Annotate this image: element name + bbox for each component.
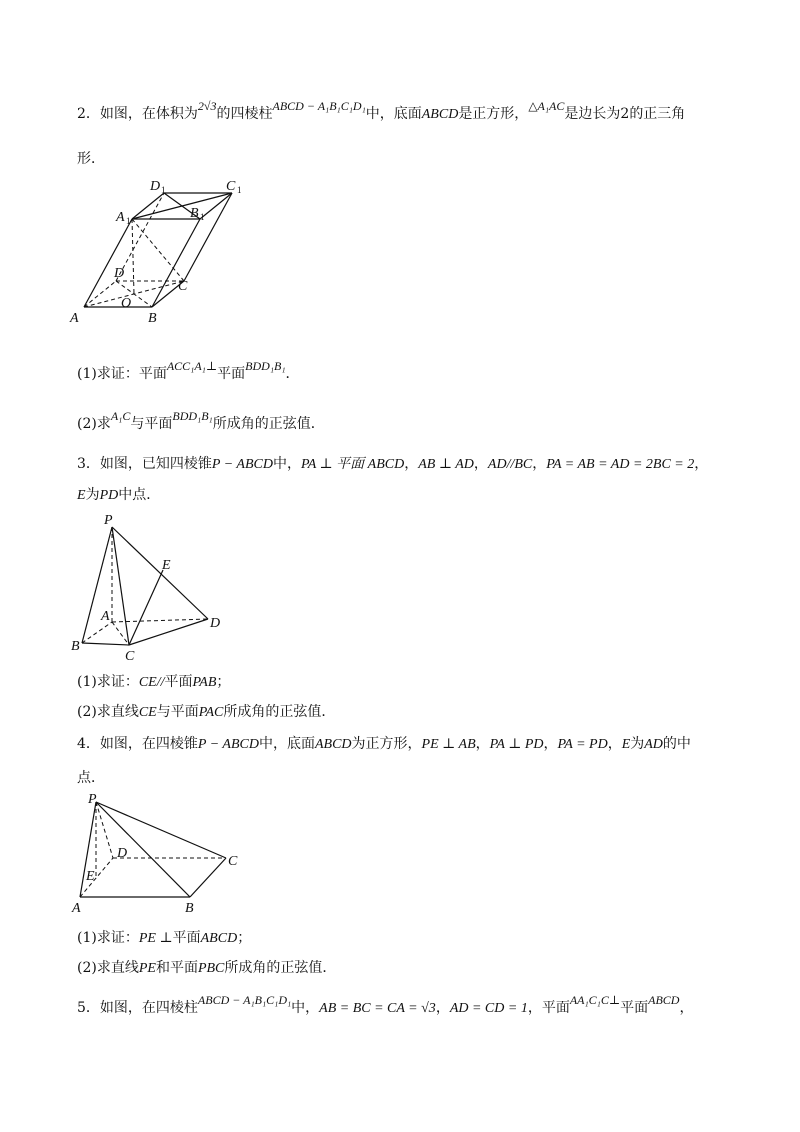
- label-D: D: [117, 846, 128, 861]
- label-C: C: [228, 854, 238, 869]
- problem4-question2: (2)求直线PE和平面PBC所成角的正弦值．: [77, 960, 337, 976]
- label-B: B: [148, 311, 157, 326]
- label-P: P: [104, 513, 113, 528]
- problem5-statement: 5．如图，在四棱柱ABCD − A₁B₁C₁D₁中，AB = BC = CA = √3，AD = CD = 1，平面AA₁C₁C⊥平面ABCD，: [77, 993, 694, 1016]
- label-D: D: [210, 616, 221, 631]
- label-A: A: [72, 901, 81, 916]
- label-E: E: [162, 558, 171, 573]
- label-P: P: [88, 792, 97, 807]
- problem4-statement-cont: 点．: [77, 770, 105, 786]
- label-C: C: [125, 649, 135, 664]
- prism-name: ABCD − A₁B₁C₁D₁: [272, 99, 366, 113]
- label-B: B: [71, 639, 80, 654]
- label-A1: A: [116, 210, 125, 225]
- problem2-statement-cont: 形．: [77, 151, 105, 167]
- label-A1-sub: 1: [126, 216, 131, 226]
- label-C1: C: [226, 179, 236, 194]
- problem2-statement: 2．如图，在体积为2√3的四棱柱ABCD − A₁B₁C₁D₁中，底面ABCD是正方形，△A₁AC是边长为2的正三角: [77, 99, 686, 122]
- label-A: A: [101, 609, 110, 624]
- problem4-question1: (1)求证：PE ⊥平面ABCD；: [77, 930, 252, 946]
- label-O: O: [121, 296, 132, 311]
- label-A: A: [70, 311, 79, 326]
- label-E: E: [86, 869, 95, 884]
- label-B1: B: [190, 206, 199, 221]
- problem3-question1: (1)求证：CE//平面PAB；: [77, 674, 231, 690]
- label-D1: D: [150, 179, 161, 194]
- problem4-statement: 4．如图，在四棱锥P − ABCD中，底面ABCD为正方形，PE ⊥ AB，PA ⊥ PD，PA = PD，E为AD的中: [77, 736, 691, 752]
- problem3-question2: (2)求直线CE与平面PAC所成角的正弦值．: [77, 704, 336, 720]
- label-C: C: [178, 279, 188, 294]
- label-C1-sub: 1: [237, 185, 242, 195]
- volume-value: 2√3: [197, 99, 217, 113]
- problem3-statement: 3．如图，已知四棱锥P − ABCD中，PA ⊥ 平面 ABCD，AB ⊥ AD，AD//BC，PA = AB = AD = 2BC = 2，: [77, 456, 709, 472]
- problem2-question1: (1)求证：平面ACC₁A₁⊥平面BDD₁B₁．: [77, 359, 300, 382]
- label-D1-sub: 1: [161, 185, 166, 195]
- problem2-question2: (2)求A₁C与平面BDD₁B₁所成角的正弦值．: [77, 409, 325, 432]
- problem3-statement-cont: E为PD中点．: [77, 487, 161, 503]
- label-B: B: [185, 901, 194, 916]
- label-D: D: [114, 266, 125, 281]
- label-B1-sub: 1: [200, 212, 205, 222]
